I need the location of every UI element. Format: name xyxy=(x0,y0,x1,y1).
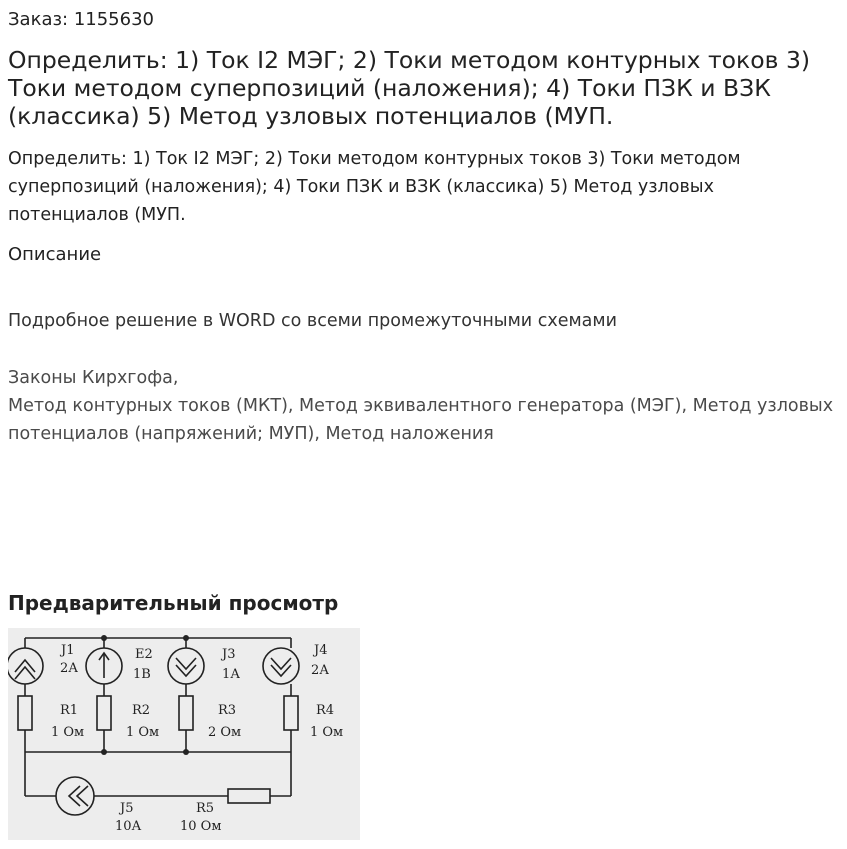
r5-value: 10 Ом xyxy=(180,819,222,834)
description-heading: Описание xyxy=(8,244,102,265)
r5-label: R5 xyxy=(196,801,215,816)
r1-resistor xyxy=(18,696,32,730)
methods-line-2: Метод контурных токов (МКТ), Метод эквивалентного генератора (МЭГ), Метод узловых потенциалов (напряжений; МУП), Метод наложения xyxy=(8,396,834,444)
r1-value: 1 Ом xyxy=(51,725,85,740)
j3-source-icon xyxy=(168,648,204,684)
j1-value: 2А xyxy=(60,661,79,676)
circuit-preview-image xyxy=(8,628,360,840)
page-title: Определить: 1) Ток I2 МЭГ; 2) Токи методом контурных токов 3) Токи методом суперпозиций (наложения); 4) Токи ПЗК и ВЗК (классика) 5) Метод узловых потенциалов (МУП. xyxy=(8,46,811,130)
j3-label: J3 xyxy=(222,647,236,662)
r3-label: R3 xyxy=(218,703,237,718)
circuit-diagram xyxy=(8,628,360,840)
j4-value: 2А xyxy=(311,663,330,678)
r3-value: 2 Ом xyxy=(208,725,242,740)
r2-label: R2 xyxy=(132,703,151,718)
task-summary: Определить: 1) Ток I2 МЭГ; 2) Токи методом контурных токов 3) Токи методом суперпозиций (наложения); 4) Токи ПЗК и ВЗК (классика) 5) Метод узловых потенциалов (МУП. xyxy=(8,149,741,225)
order-number: Заказ: 1155630 xyxy=(8,9,154,30)
j1-label: J1 xyxy=(61,643,75,658)
r1-label: R1 xyxy=(60,703,79,718)
preview-heading: Предварительный просмотр xyxy=(8,591,339,615)
j4-source-icon xyxy=(263,648,299,684)
r3-resistor xyxy=(179,696,193,730)
r4-resistor xyxy=(284,696,298,730)
r4-label: R4 xyxy=(316,703,335,718)
j3-value: 1А xyxy=(222,667,241,682)
methods-text xyxy=(8,364,840,448)
r5-resistor xyxy=(228,789,270,803)
e2-label: E2 xyxy=(135,647,153,662)
e2-value: 1В xyxy=(133,667,151,682)
r2-value: 1 Ом xyxy=(126,725,160,740)
j5-value: 10А xyxy=(115,819,142,834)
description-text: Подробное решение в WORD со всеми промежуточными схемами xyxy=(8,311,617,331)
methods-line-1: Законы Кирхгофа, xyxy=(8,368,179,388)
j5-source-icon xyxy=(56,777,94,815)
j1-source-icon xyxy=(8,648,43,684)
r4-value: 1 Ом xyxy=(310,725,344,740)
j4-label: J4 xyxy=(314,643,328,658)
j5-label: J5 xyxy=(120,801,134,816)
r2-resistor xyxy=(97,696,111,730)
